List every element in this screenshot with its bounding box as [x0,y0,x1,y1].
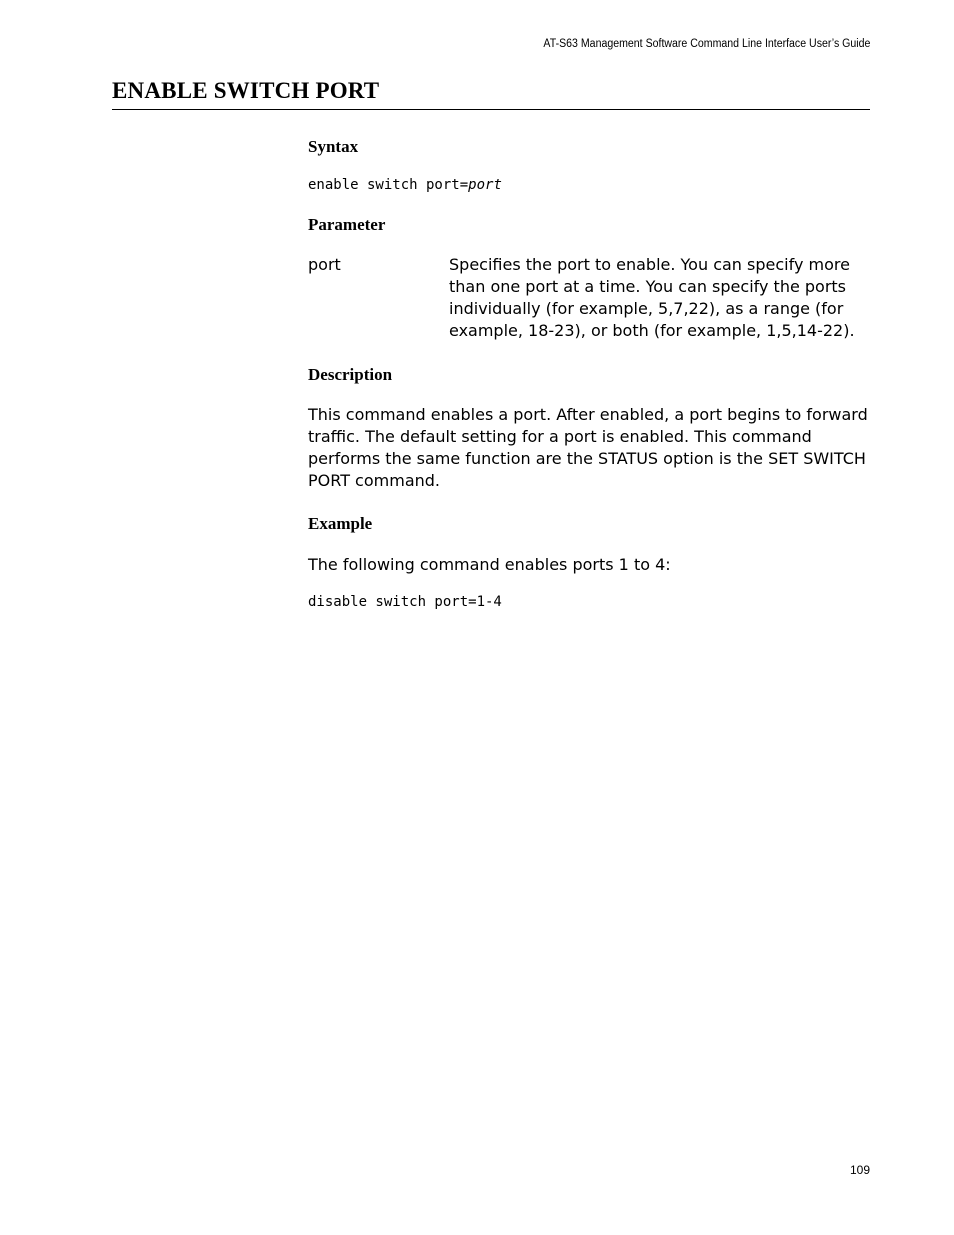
page-number: 109 [849,1163,870,1177]
parameter-name: port [308,255,341,274]
parameter-description: Specifies the port to enable. You can specify more than one port at a time. You can specify the ports individually (for example, 5,7,22), as a range (for example, 18-23), or both (for example, 1,5,14-22). [449,255,855,340]
example-intro: The following command enables ports 1 to 4: [308,555,671,574]
syntax-command [308,177,502,193]
description-text: This command enables a port. After enabled, a port begins to forward traffic. The default setting for a port is enabled. This command performs the same function are the STATUS option is the SET SWITCH PORT command. [308,405,868,490]
syntax-heading: Syntax [308,137,359,156]
example-heading: Example [308,514,373,533]
syntax-command-variable: port [468,177,502,193]
syntax-command-prefix: enable switch port= [308,177,469,193]
section-title: ENABLE SWITCH PORT [112,78,380,103]
parameter-heading: Parameter [308,215,386,234]
example-command: disable switch port=1-4 [308,594,502,610]
running-header: AT-S63 Management Software Command Line Interface User’s Guide [543,38,870,50]
title-rule [112,109,870,110]
description-heading: Description [308,365,393,384]
